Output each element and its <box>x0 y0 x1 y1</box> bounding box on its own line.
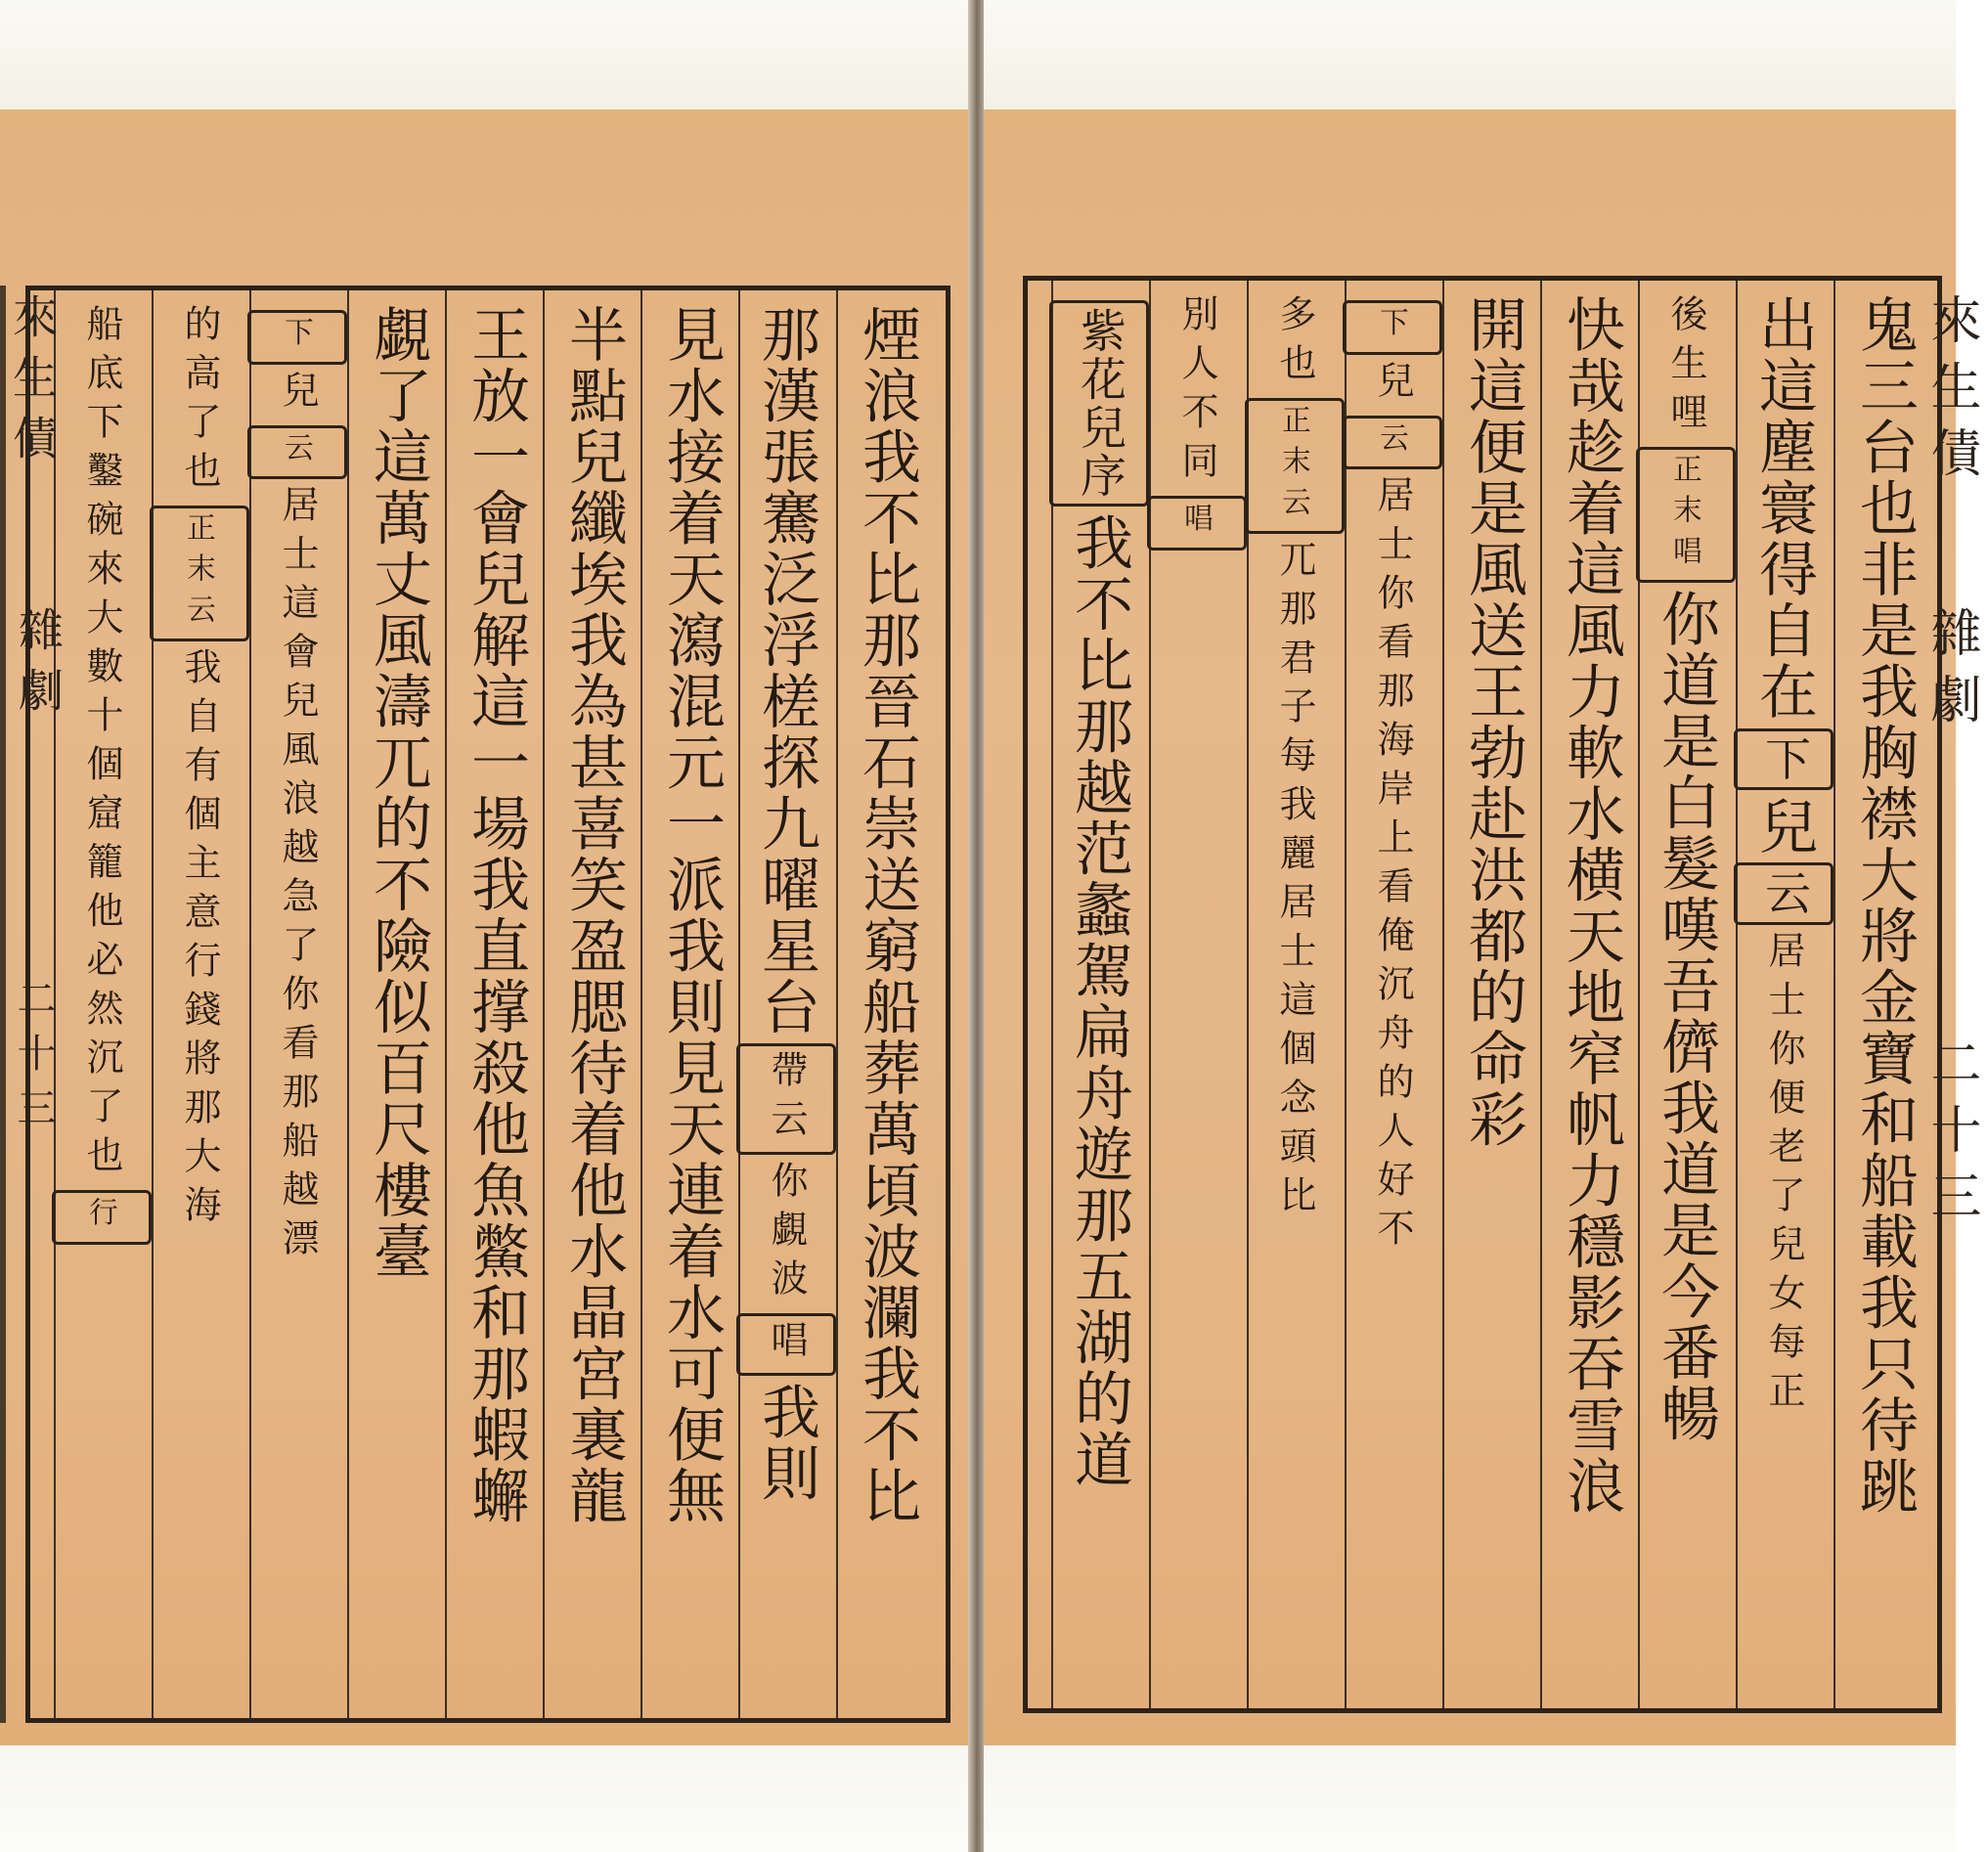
text-run: 見水接着天瀉混元一派我則見天連着水可便無 <box>657 304 726 1526</box>
text-run: 別人不同 <box>1175 294 1218 490</box>
right-page-column <box>1247 281 1345 1708</box>
text-run: 我不比那越范蠡駕扁舟遊那五湖的道 <box>1065 512 1133 1491</box>
text-run: 那漢張騫泛浮槎探九曜星台 <box>752 304 820 1037</box>
right-margin-title: 來生債 <box>1922 293 1980 493</box>
text-run: 出這塵寰得自在 <box>1749 294 1818 723</box>
left-page-column <box>641 290 738 1718</box>
role-marker: 云 <box>1734 862 1833 924</box>
text-run: 多也 <box>1273 294 1316 392</box>
right-page-column <box>1149 281 1247 1708</box>
right-page-column <box>1051 281 1149 1708</box>
text-run: 居士你看那海岸上看俺沉舟的人好不 <box>1371 475 1414 1258</box>
role-marker: 下 <box>1343 300 1442 355</box>
left-page-column <box>249 290 347 1718</box>
role-marker: 正末云 <box>1245 398 1345 534</box>
left-page-columns <box>30 290 946 1718</box>
right-page-column <box>1442 281 1540 1708</box>
text-run: 我則 <box>752 1382 820 1504</box>
left-page-column <box>152 290 249 1718</box>
left-page-column <box>543 290 641 1718</box>
text-run: 開這便是風送王勃赴洪都的命彩 <box>1459 294 1527 1150</box>
role-marker: 云 <box>1343 416 1442 470</box>
right-page <box>984 0 1980 1852</box>
left-margin-section-mark: 雜劇 <box>12 606 65 728</box>
text-run: 兒 <box>1749 795 1818 858</box>
left-margin-folio: 二十三 <box>11 978 56 1142</box>
text-run: 鬼三台也非是我胸襟大將金寶和船載我只待跳 <box>1850 294 1919 1517</box>
text-run: 兀那君子每我麗居士這個念頭比 <box>1273 539 1316 1224</box>
role-marker: 行 <box>52 1190 152 1245</box>
role-marker: 紫花兒序 <box>1049 300 1149 507</box>
text-run: 兒 <box>1371 360 1414 410</box>
text-run: 船底下鑿碗來大數十個窟籠他必然沉了也 <box>80 304 123 1184</box>
role-marker: 下 <box>247 310 347 365</box>
role-marker: 云 <box>247 425 347 480</box>
role-marker: 下 <box>1734 728 1833 790</box>
text-run: 王放一會兒解這一場我直撑殺他魚鱉和那蝦蠏 <box>462 304 530 1526</box>
right-page-column <box>1638 281 1736 1708</box>
text-run: 煙浪我不比那晉石崇送窮船葬萬頃波瀾我不比 <box>853 304 921 1526</box>
role-marker: 帶云 <box>736 1043 836 1155</box>
role-marker: 正末唱 <box>1636 447 1736 583</box>
right-page-columns <box>1028 281 1937 1708</box>
right-page-column <box>1736 281 1833 1708</box>
left-page-column <box>738 290 836 1718</box>
text-run: 居士這會兒風浪越急了你看那船越漂 <box>276 485 319 1268</box>
left-page-column <box>836 290 934 1718</box>
text-run: 正 <box>1762 1370 1805 1420</box>
role-marker: 正末云 <box>150 506 249 641</box>
role-marker: 唱 <box>1147 496 1247 551</box>
text-run: 你道是白髮嘆吾儕我道是今番暢 <box>1652 588 1720 1444</box>
text-run: 半點兒纖埃我為甚喜笑盈腮待着他水晶宮裏龍 <box>559 304 628 1526</box>
text-run: 我自有個主意行錢將那大海 <box>178 646 221 1234</box>
role-marker: 唱 <box>736 1313 836 1376</box>
text-run: 兒 <box>276 370 319 419</box>
right-page-frame <box>1023 276 1942 1713</box>
right-page-column <box>1833 281 1931 1708</box>
text-run: 後生哩 <box>1664 294 1707 441</box>
left-page-column <box>54 290 152 1718</box>
text-run: 快哉趁着這風力軟水横天地窄帆力穩影吞雪浪 <box>1557 294 1625 1517</box>
text-run: 覷了這萬丈風濤兀的不險似百尺樓臺 <box>364 304 432 1282</box>
left-page <box>0 0 972 1852</box>
right-margin-section-mark: 雜劇 <box>1922 606 1980 739</box>
text-run: 的高了也 <box>178 304 221 500</box>
text-run: 你覷波 <box>765 1161 808 1307</box>
text-run: 居士你便老了兒女每 <box>1762 930 1805 1371</box>
left-margin-title: 來生債 <box>6 293 59 475</box>
left-page-column <box>445 290 543 1718</box>
right-page-column <box>1345 281 1442 1708</box>
left-page-column <box>347 290 445 1718</box>
left-page-frame <box>25 286 950 1723</box>
right-page-column <box>1540 281 1638 1708</box>
right-margin-folio: 二十三 <box>1922 1036 1980 1236</box>
